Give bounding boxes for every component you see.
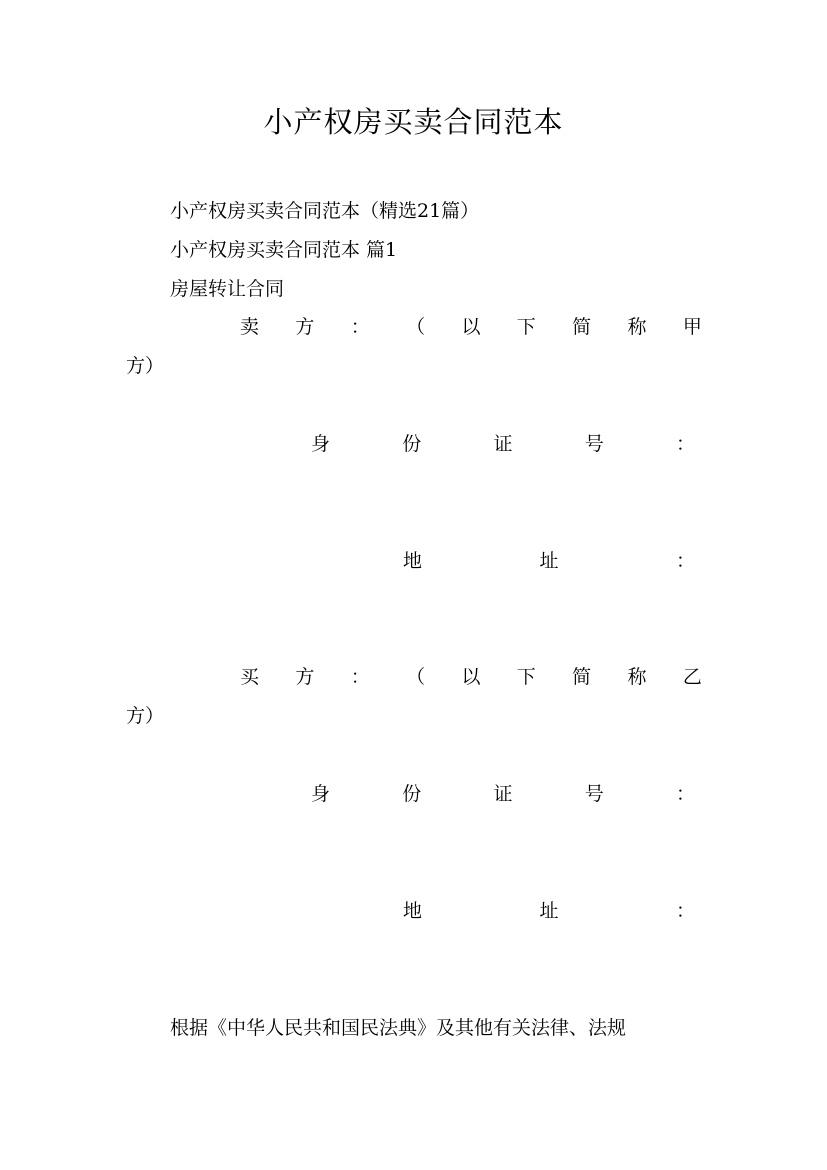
seller-line	[240, 314, 702, 340]
seller-id-line	[311, 431, 695, 457]
buyer-id-char: 证	[493, 783, 513, 805]
seller-char: 以	[461, 316, 481, 338]
seller-char: ：	[350, 316, 370, 338]
seller-line-wrap: 方）	[126, 355, 165, 377]
buyer-char: （	[406, 666, 426, 688]
buyer-address-char: 地	[403, 900, 423, 922]
buyer-id-char: 份	[402, 783, 422, 805]
seller-address-char: 地	[403, 550, 423, 572]
buyer-address-char: 址	[539, 900, 559, 922]
buyer-id-char: ：	[675, 783, 695, 805]
buyer-address-char: ：	[675, 900, 695, 922]
seller-char: 下	[516, 316, 536, 338]
seller-address-line	[403, 548, 695, 574]
buyer-line-wrap: 方）	[126, 705, 165, 727]
seller-id-char: 份	[402, 433, 422, 455]
buyer-char: 方	[295, 666, 315, 688]
basis-paragraph: 根据《中华人民共和国民法典》及其他有关法律、法规	[170, 1017, 627, 1039]
contract-name: 房屋转让合同	[170, 278, 285, 300]
buyer-char: 下	[516, 666, 536, 688]
seller-id-char: 身	[311, 433, 331, 455]
seller-id-char: 号	[584, 433, 604, 455]
buyer-char: 乙	[682, 666, 702, 688]
seller-id-char: 证	[493, 433, 513, 455]
seller-char: （	[406, 316, 426, 338]
document-subtitle: 小产权房买卖合同范本（精选21篇）	[170, 200, 480, 222]
buyer-char: 简	[572, 666, 592, 688]
seller-id-char: ：	[675, 433, 695, 455]
buyer-address-line	[403, 898, 695, 924]
seller-address-char: ：	[675, 550, 695, 572]
seller-char: 称	[627, 316, 647, 338]
seller-address-char: 址	[539, 550, 559, 572]
seller-char: 方	[295, 316, 315, 338]
section-heading: 小产权房买卖合同范本 篇1	[170, 239, 398, 261]
seller-char: 甲	[682, 316, 702, 338]
seller-char: 卖	[240, 316, 260, 338]
buyer-id-char: 身	[311, 783, 331, 805]
buyer-char: 以	[461, 666, 481, 688]
document-title: 小产权房买卖合同范本	[263, 105, 564, 139]
seller-char: 简	[572, 316, 592, 338]
buyer-id-line	[311, 781, 695, 807]
buyer-char: ：	[350, 666, 370, 688]
buyer-line	[240, 664, 702, 690]
buyer-id-char: 号	[584, 783, 604, 805]
buyer-char: 买	[240, 666, 260, 688]
buyer-char: 称	[627, 666, 647, 688]
